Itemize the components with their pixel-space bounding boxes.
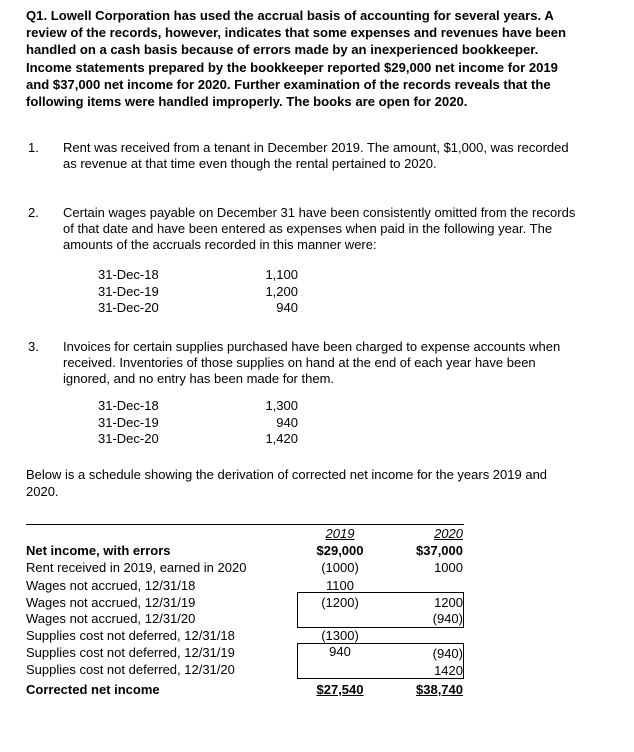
accrual-amount: 1,100 — [265, 267, 298, 282]
inventory-row — [98, 431, 298, 448]
accrual-row — [98, 267, 298, 284]
value-2020: $38,740 — [416, 682, 463, 697]
value-2020: (940) — [432, 646, 463, 661]
question-text — [26, 7, 616, 110]
value-2019: 1100 — [326, 578, 354, 593]
item-line: Certain wages payable on December 31 have been consistently omitted from the records — [63, 205, 576, 220]
value-2020: 1420 — [434, 663, 463, 678]
accrual-amount: 1,200 — [265, 283, 298, 299]
intro-line: Below is a schedule showing the derivation of corrected net income for the years 2019 and — [26, 467, 548, 482]
item-line: as revenue at that time even though the rental pertained to 2020. — [63, 156, 437, 172]
row-label: Corrected net income — [26, 682, 160, 697]
accrual-date: 31-Dec-19 — [98, 283, 159, 299]
intro-line: 2020. — [26, 484, 59, 499]
row-label: Net income, with errors — [26, 543, 171, 558]
row-label: Wages not accrued, 12/31/20 — [26, 611, 196, 626]
inventory-date: 31-Dec-20 — [98, 431, 159, 446]
wages-accrual-table — [98, 267, 298, 317]
row-label: Supplies cost not deferred, 12/31/19 — [26, 645, 235, 660]
item-line: Invoices for certain supplies purchased have been charged to expense accounts when — [63, 339, 561, 354]
item-line: received. Inventories of those supplies on hand at the end of each year have been — [63, 355, 536, 371]
value-2020: 1000 — [434, 560, 463, 575]
item-line: of that date and have been entered as expenses when paid in the following year. The — [63, 221, 553, 237]
inventory-amount: 940 — [276, 414, 298, 430]
accrual-amount: 940 — [276, 300, 298, 315]
inventory-amount: 1,300 — [265, 398, 298, 413]
item-number: 2. — [28, 205, 39, 220]
accrual-date: 31-Dec-20 — [98, 300, 159, 315]
question-line: Q1. Lowell Corporation has used the accrual basis of accounting for several years. A — [26, 8, 554, 23]
question-line: Income statements prepared by the bookkeeper reported $29,000 net income for 2019 — [26, 59, 558, 75]
item-line: Rent was received from a tenant in December 2019. The amount, $1,000, was recorded — [63, 140, 569, 155]
row-label: Wages not accrued, 12/31/19 — [26, 595, 196, 610]
value-2020: (940) — [432, 611, 463, 626]
schedule-intro — [26, 466, 616, 500]
value-2019: (1300) — [321, 628, 359, 643]
question-line: handled on a cash basis because of errors made by an inexperienced bookkeeper. — [26, 42, 539, 58]
question-line: review of the records, however, indicates that some expenses and revenues have been — [26, 25, 566, 41]
row-label: Supplies cost not deferred, 12/31/18 — [26, 628, 235, 643]
value-2019: (1200) — [321, 595, 359, 610]
supplies-inventory-table — [98, 398, 298, 448]
item-number: 3. — [28, 339, 39, 354]
inventory-date: 31-Dec-19 — [98, 414, 159, 430]
inventory-amount: 1,420 — [265, 431, 298, 446]
inventory-date: 31-Dec-18 — [98, 398, 159, 413]
table-top-rule — [26, 524, 464, 525]
value-2019: $27,540 — [316, 682, 364, 697]
value-2020: $37,000 — [416, 543, 463, 558]
question-line: following items were handled improperly. The books are open for 2020. — [26, 94, 468, 110]
accrual-row — [98, 284, 298, 301]
inventory-row — [98, 415, 298, 432]
column-header-2020: 2020 — [434, 526, 463, 541]
accrual-date: 31-Dec-18 — [98, 267, 159, 282]
row-label: Wages not accrued, 12/31/18 — [26, 578, 196, 593]
item-line: ignored, and no entry has been made for them. — [63, 371, 335, 387]
value-2019: (1000) — [321, 560, 359, 575]
value-2020: 1200 — [434, 595, 463, 610]
value-2019: 940 — [329, 644, 351, 659]
accrual-row — [98, 300, 298, 317]
column-header-2019: 2019 — [325, 526, 355, 541]
inventory-row — [98, 398, 298, 415]
value-2019: $29,000 — [316, 543, 364, 558]
row-label: Supplies cost not deferred, 12/31/20 — [26, 662, 235, 677]
item-line: amounts of the accruals recorded in this manner were: — [63, 237, 377, 253]
item-number: 1. — [28, 140, 39, 155]
question-line: and $37,000 net income for 2020. Further examination of the records reveals that the — [26, 76, 551, 92]
row-label: Rent received in 2019, earned in 2020 — [26, 560, 247, 575]
